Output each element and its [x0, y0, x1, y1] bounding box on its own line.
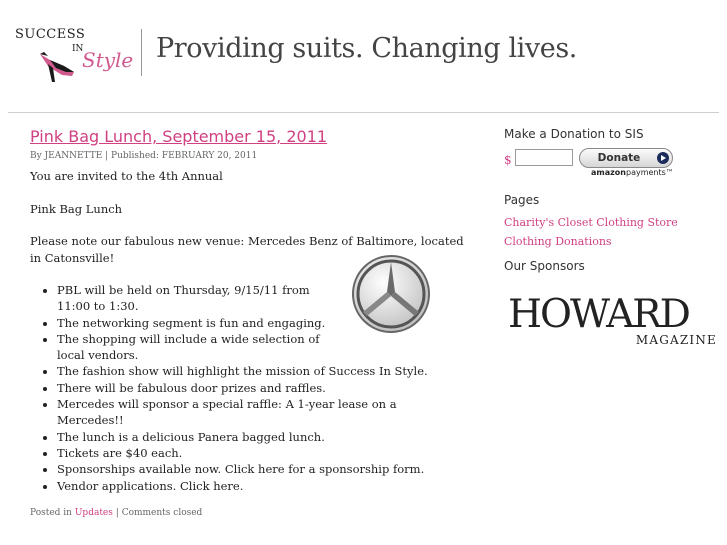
list-item: • The shopping will include a wide selection of local vendors.	[57, 331, 325, 364]
comments-status: Comments closed	[121, 507, 203, 518]
posted-in-label: Posted in	[30, 507, 72, 518]
play-arrow-icon	[657, 152, 669, 164]
page-link-clothing-donations[interactable]: Clothing Donations	[504, 235, 612, 248]
logo-in-text: IN	[72, 44, 84, 54]
post-meta: By JEANNETTE | Published: FEBRUARY 20, 2011	[30, 151, 258, 161]
sponsors-widget-title: Our Sponsors	[504, 259, 585, 273]
howard-magazine-logo[interactable]	[504, 293, 719, 349]
pages-list	[504, 213, 724, 251]
page-link-charitys-closet[interactable]: Charity's Closet Clothing Store	[504, 216, 678, 229]
logo-success-text: SUCCESS	[15, 27, 86, 42]
header-rule	[8, 112, 719, 113]
donation-form	[504, 149, 724, 179]
site-logo[interactable]	[12, 26, 132, 86]
donation-widget-title: Make a Donation to SIS	[504, 127, 644, 141]
site-header	[0, 0, 727, 112]
logo-style-text: Style	[82, 48, 134, 72]
category-link-updates[interactable]: Updates	[74, 507, 113, 518]
sponsor-name: HOWARD	[508, 292, 689, 337]
list-item[interactable]: • Vendor applications. Click here.	[57, 478, 470, 494]
list-item: • The networking segment is fun and engaging.	[57, 315, 470, 331]
post-footer-meta	[30, 508, 470, 518]
post-event-name: Pink Bag Lunch	[30, 201, 123, 216]
post-intro: You are invited to the 4th Annual	[30, 169, 223, 183]
list-item: • The fashion show will highlight the mission of Success In Style.	[57, 363, 470, 379]
post-venue-note: Please note our fabulous new venue: Mercedes Benz of Baltimore, located in Catonsville!	[30, 234, 464, 265]
payments-wordmark: payments	[625, 168, 666, 177]
amazon-wordmark: amazon	[591, 168, 626, 177]
high-heel-shoe-icon	[36, 42, 84, 84]
footer-separator: |	[115, 507, 119, 518]
list-item: • The lunch is a delicious Panera bagged lunch.	[57, 429, 470, 445]
trademark-mark: ™	[665, 168, 674, 177]
amazon-payments-logo	[591, 168, 674, 177]
sponsor-subtitle: MAGAZINE	[635, 333, 717, 347]
list-item[interactable]: • Sponsorships available now. Click here for a sponsorship form.	[57, 461, 470, 477]
list-item: • Mercedes will sponsor a special raffle: A 1-year lease on a Mercedes!!	[57, 396, 409, 429]
list-item: • PBL will be held on Thursday, 9/15/11 from 11:00 to 1:30.	[57, 282, 315, 315]
donate-button-label: Donate	[597, 152, 641, 164]
currency-symbol: $	[504, 153, 512, 167]
site-tagline: Providing suits. Changing lives.	[156, 33, 577, 64]
donate-button[interactable]	[579, 148, 673, 168]
sidebar	[504, 127, 724, 349]
donation-amount-input[interactable]	[515, 149, 573, 166]
pages-widget-title: Pages	[504, 193, 540, 207]
post-article	[30, 127, 470, 518]
mercedes-benz-logo-icon	[351, 254, 431, 334]
header-divider	[141, 29, 142, 76]
list-item: • Tickets are $40 each.	[57, 445, 470, 461]
post-title-link[interactable]: Pink Bag Lunch, September 15, 2011	[30, 127, 328, 146]
list-item: • There will be fabulous door prizes and raffles.	[57, 380, 470, 396]
